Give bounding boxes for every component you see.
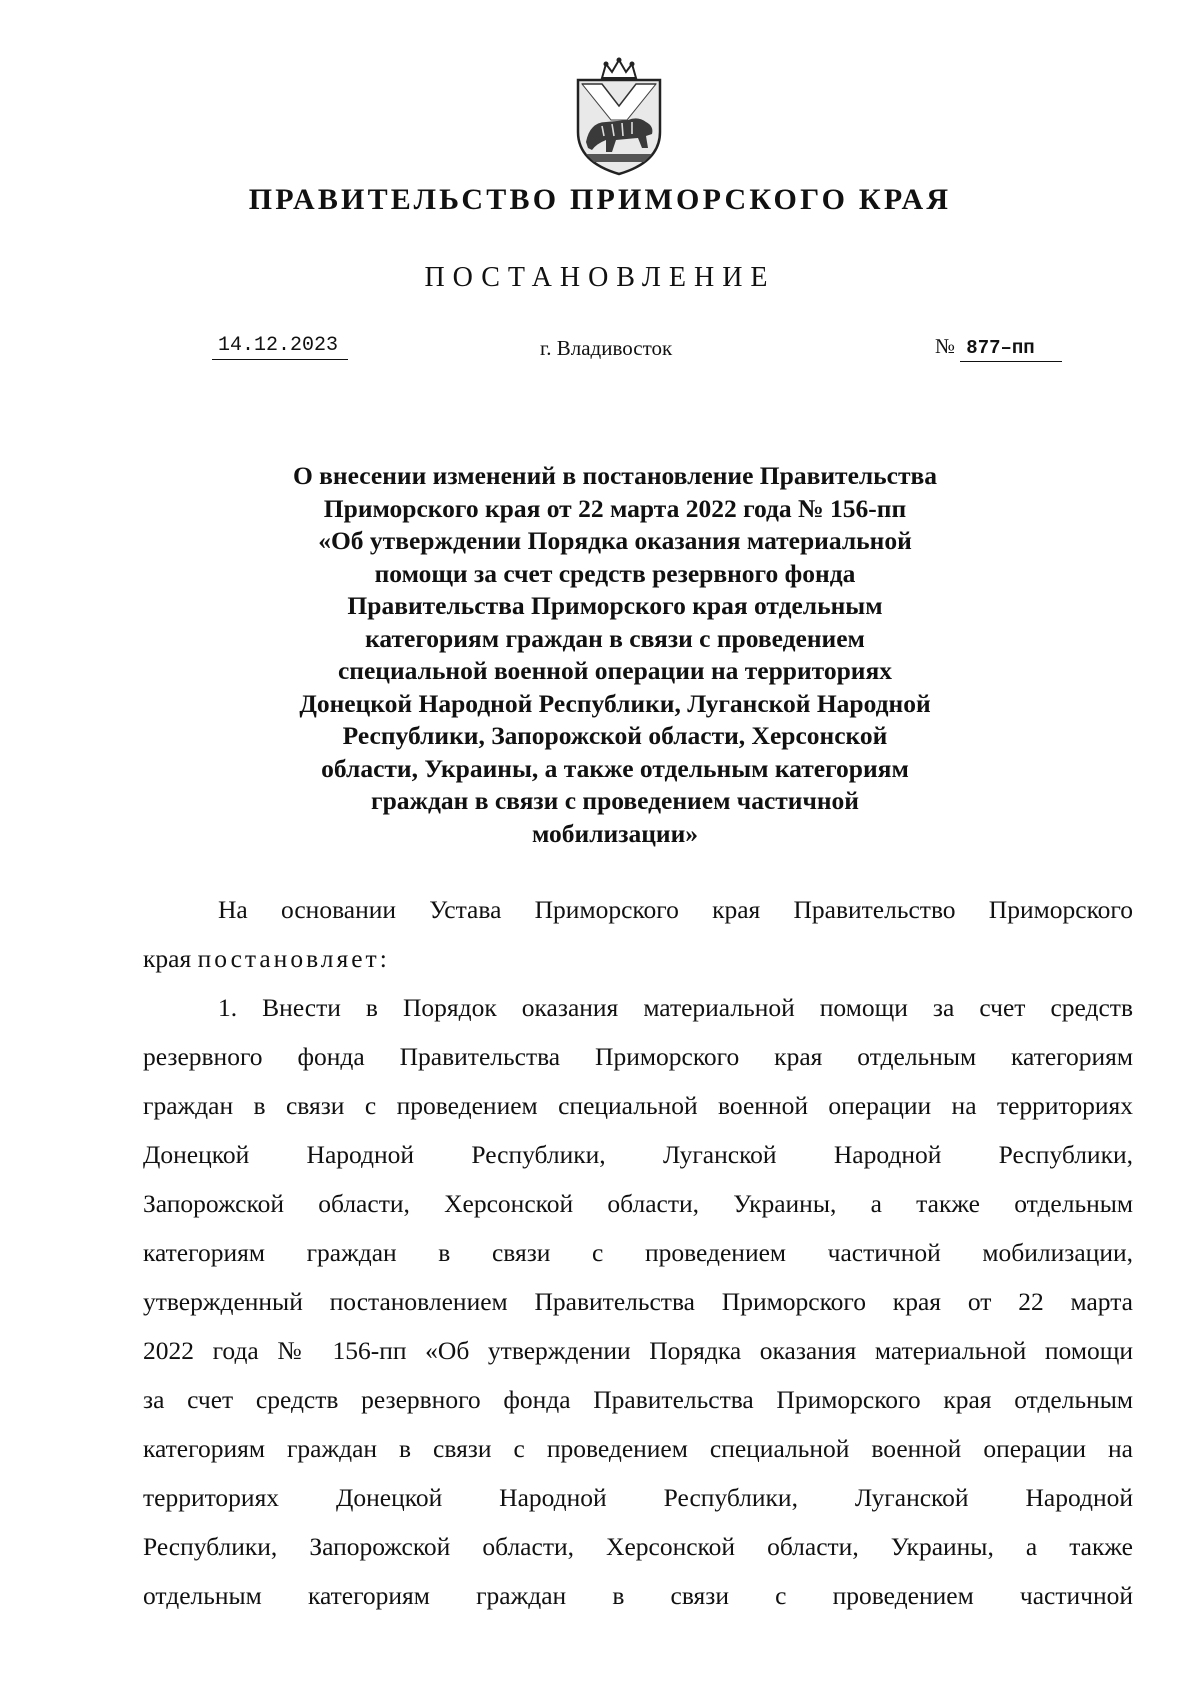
issuing-authority: ПРАВИТЕЛЬСТВО ПРИМОРСКОГО КРАЯ	[248, 183, 952, 216]
coat-of-arms-emblem	[572, 56, 666, 178]
document-type: ПОСТАНОВЛЕНИЕ	[424, 262, 776, 293]
title-line: О внесении изменений в постановление Правительства	[292, 461, 938, 490]
clause-line: отдельным категориям граждан в связи с проведением частичной	[143, 1581, 1133, 1610]
clause-line: Донецкой Народной Республики, Луганской Народной Республики,	[143, 1140, 1133, 1169]
clause-line: территориях Донецкой Народной Республики, Луганской Народной	[143, 1483, 1133, 1512]
title-line: граждан в связи с проведением частичной	[370, 786, 859, 815]
title-line: мобилизации»	[531, 818, 699, 848]
document-body	[143, 885, 1133, 1620]
title-line: специальной военной операции на территориях	[337, 656, 893, 685]
clause-line: 1. Внести в Порядок оказания материальной помощи за счет средств	[218, 993, 1133, 1022]
clause-line: категориям граждан в связи с проведением специальной военной операции на	[143, 1434, 1133, 1463]
clause-line: категориям граждан в связи с проведением частичной мобилизации,	[143, 1238, 1133, 1267]
title-line: помощи за счет средств резервного фонда	[374, 558, 856, 588]
clause-line: резервного фонда Правительства Приморского края отдельным категориям	[143, 1042, 1133, 1071]
preamble-text: края	[143, 944, 192, 973]
title-line: области, Украины, а также отдельным категориям	[321, 753, 909, 783]
title-line: Правительства Приморского края отдельным	[347, 591, 883, 620]
document-number	[935, 334, 1065, 362]
clause-line: Республики, Запорожской области, Херсонской области, Украины, а также	[143, 1532, 1133, 1561]
title-line: Приморского края от 22 марта 2022 года № 156-пп	[323, 493, 907, 523]
document-title	[240, 460, 990, 850]
clause-line: 2022 года № 156-пп «Об утверждении Порядка оказания материальной помощи	[143, 1336, 1133, 1365]
clause-line: утвержденный постановлением Правительства Приморского края от 22 марта	[143, 1287, 1133, 1316]
clause-line: за счет средств резервного фонда Правительства Приморского края отдельным	[143, 1385, 1133, 1414]
clause-line: граждан в связи с проведением специальной военной операции на территориях	[143, 1091, 1133, 1120]
number-value: 877–пп	[960, 337, 1062, 362]
clause-line: Запорожской области, Херсонской области, Украины, а также отдельным	[143, 1189, 1133, 1218]
document-city: г. Владивосток	[540, 336, 673, 360]
title-line: «Об утверждении Порядка оказания материальной	[318, 526, 912, 555]
title-line: категориям граждан в связи с проведением	[365, 623, 865, 653]
resolves-word: постановляет:	[197, 944, 390, 973]
preamble-line	[143, 934, 1133, 983]
title-line: Донецкой Народной Республики, Луганской Народной	[299, 688, 931, 718]
number-sign: №	[935, 334, 956, 358]
preamble-line: На основании Устава Приморского края Правительство Приморского	[218, 895, 1133, 924]
title-line: Республики, Запорожской области, Херсонской	[342, 721, 888, 750]
document-date: 14.12.2023	[212, 334, 348, 360]
